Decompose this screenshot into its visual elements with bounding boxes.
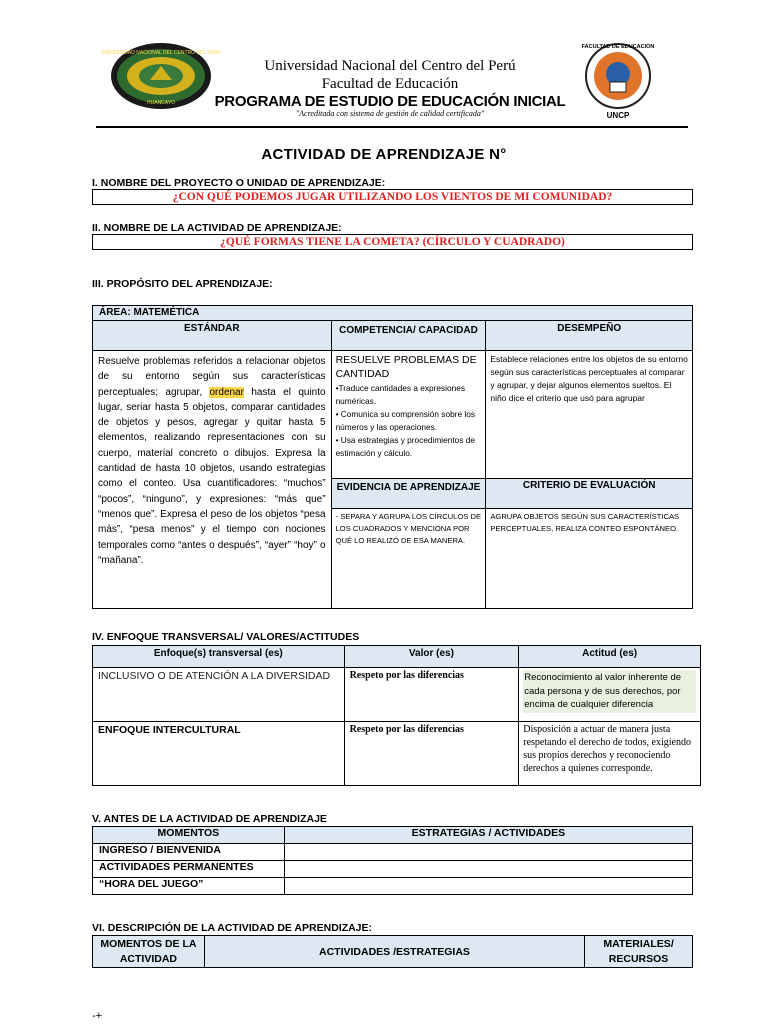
competencia-title: RESUELVE PROBLEMAS DE CANTIDAD xyxy=(335,354,477,380)
col-desempeno: DESEMPEÑO xyxy=(486,321,693,351)
col-momentos: MOMENTOS xyxy=(93,827,285,844)
actitud-intercultural: Disposición a actuar de manera justa respetando el derecho de todos, exigiendo sus propios derechos y reconociendo derechos a quienes corresponde. xyxy=(519,722,701,786)
project-name-field[interactable]: ¿CON QUÉ PODEMOS JUGAR UTILIZANDO LOS VIENTOS DE MI COMUNIDAD? xyxy=(92,189,693,205)
momento-permanentes: ACTIVIDADES PERMANENTES xyxy=(93,861,285,878)
section-1-heading: I. NOMBRE DEL PROYECTO O UNIDAD DE APRENDIZAJE: xyxy=(92,177,386,189)
section-3-heading: III. PROPÓSITO DEL APRENDIZAJE: xyxy=(92,278,273,290)
col-actitud: Actitud (es) xyxy=(519,646,701,668)
col-materiales: MATERIALES/ RECURSOS xyxy=(585,936,693,968)
actitud-inclusivo: Reconocimiento al valor inherente de cada persona y de sus derechos, por encima de cualquier diferencia xyxy=(523,670,696,713)
criterio-text: AGRUPA OBJETOS SEGÚN SUS CARACTERÍSTICAS PERCEPTUALES, REALIZA CONTEO ESPONTÁNEO. xyxy=(486,509,693,609)
section-6-heading: VI. DESCRIPCIÓN DE LA ACTIVIDAD DE APRENDIZAJE: xyxy=(92,922,373,934)
capacidad-2: • Comunica su comprensión sobre los números y las operaciones. xyxy=(335,409,475,432)
university-logo xyxy=(100,42,222,110)
accreditation-note: "Acreditada con sistema de gestión de calidad certificada" xyxy=(295,109,485,118)
activity-description-table xyxy=(92,935,693,968)
activity-name-field[interactable]: ¿QUÉ FORMAS TIENE LA COMETA? (CÍRCULO Y CUADRADO) xyxy=(92,234,693,250)
col-valor: Valor (es) xyxy=(344,646,519,668)
estandar-text xyxy=(93,351,332,609)
university-name: Universidad Nacional del Centro del Perú xyxy=(264,58,516,74)
actitud-inclusivo-cell xyxy=(519,668,701,722)
faculty-name: Facultad de Educación xyxy=(321,76,459,92)
estrategia-juego-field[interactable] xyxy=(284,878,692,895)
col-evidencia: EVIDENCIA DE APRENDIZAJE xyxy=(331,479,486,509)
estrategia-ingreso-field[interactable] xyxy=(284,844,692,861)
program-name: PROGRAMA DE ESTUDIO DE EDUCACIÓN INICIAL xyxy=(214,93,566,110)
col-estandar: ESTÁNDAR xyxy=(93,321,332,351)
enfoque-intercultural: ENFOQUE INTERCULTURAL xyxy=(93,722,345,786)
col-criterio: CRITERIO DE EVALUACIÓN xyxy=(486,479,693,509)
col-competencia: COMPETENCIA/ CAPACIDAD xyxy=(331,321,486,351)
desempeno-text: Establece relaciones entre los objetos de su entorno según sus características perceptuales al comparar y agrupar, y dejar algunos elementos sueltos. El niño dice el criterio que usó para agrupar xyxy=(486,351,693,479)
svg-text:UNIVERSIDAD NACIONAL DEL CENTR: UNIVERSIDAD NACIONAL DEL CENTRO DEL PERU xyxy=(100,50,222,56)
estandar-text-part1: Resuelve problemas referidos a relacionar objetos de su entorno según sus características perceptuales; agrupar, xyxy=(98,356,326,398)
svg-text:FACULTAD DE EDUCACION: FACULTAD DE EDUCACION xyxy=(581,44,655,50)
momento-juego: “HORA DEL JUEGO” xyxy=(93,878,285,895)
svg-text:UNCP: UNCP xyxy=(606,111,630,120)
page-title: ACTIVIDAD DE APRENDIZAJE N° xyxy=(261,146,507,163)
estandar-text-part2: hasta el quinto lugar, seriar hasta 5 objetos, comparar cantidades de objetos y pesos, agregar y quitar hasta 5 elementos, realizando representaciones con su cuerpo, material concreto o dibujos. Expresa la cantidad de hasta 10 objetos, usando estrategias como el conteo. Usa cuantificadores: “muchos” “pocos”, “ninguno”, y expresiones: “más que” “menos que”. Expresa el peso de los objetos “pesa más”, “pesa menos” y el tiempo con nociones temporales como “antes o después”, “ayer” “hoy” o “mañana”. xyxy=(98,386,326,566)
valor-inclusivo: Respeto por las diferencias xyxy=(344,668,519,722)
footer-mark: -+ xyxy=(92,1010,103,1022)
col-enfoque: Enfoque(s) transversal (es) xyxy=(93,646,345,668)
col-momentos-actividad: MOMENTOS DE LA ACTIVIDAD xyxy=(93,936,205,968)
enfoque-inclusivo: INCLUSIVO O DE ATENCIÓN A LA DIVERSIDAD xyxy=(93,668,345,722)
section-5-heading: V. ANTES DE LA ACTIVIDAD DE APRENDIZAJE xyxy=(92,813,327,825)
section-4-heading: IV. ENFOQUE TRANSVERSAL/ VALORES/ACTITUDES xyxy=(92,631,360,643)
header-divider xyxy=(96,126,688,128)
competencia-cell xyxy=(331,351,486,479)
highlighted-word: ordenar xyxy=(209,386,244,398)
evidencia-text: - SEPARA Y AGRUPA LOS CÍRCULOS DE LOS CUADRADOS Y MENCIONA POR QUÉ LO REALIZÓ DE ESA MANERA. xyxy=(331,509,486,609)
values-table xyxy=(92,645,701,786)
faculty-logo xyxy=(576,38,660,120)
valor-intercultural: Respeto por las diferencias xyxy=(344,722,519,786)
before-activity-table xyxy=(92,826,693,895)
col-estrategias: ESTRATEGIAS / ACTIVIDADES xyxy=(284,827,692,844)
area-label: ÁREA: MATEMÉTICA xyxy=(93,306,693,321)
purpose-table xyxy=(92,305,693,609)
svg-text:HUANCAYO: HUANCAYO xyxy=(147,100,175,106)
capacidad-3: • Usa estrategias y procedimientos de estimación y cálculo. xyxy=(335,435,475,458)
section-2-heading: II. NOMBRE DE LA ACTIVIDAD DE APRENDIZAJE: xyxy=(92,222,342,234)
momento-ingreso: INGRESO / BIENVENIDA xyxy=(93,844,285,861)
capacidad-1: •Traduce cantidades a expresiones numéricas. xyxy=(335,383,465,406)
col-actividades: ACTIVIDADES /ESTRATEGIAS xyxy=(204,936,584,968)
estrategia-permanentes-field[interactable] xyxy=(284,861,692,878)
